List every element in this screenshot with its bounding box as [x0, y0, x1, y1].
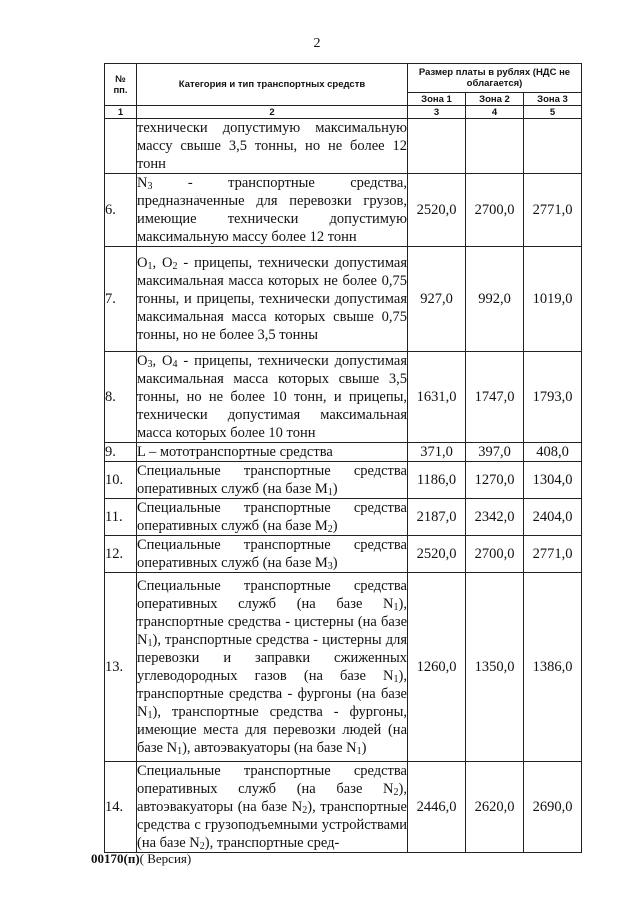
column-numbers-row [105, 106, 582, 119]
fee-zone-1: 927,0 [408, 247, 466, 352]
fee-zone-3: 1019,0 [524, 247, 582, 352]
fee-zone-2: 2700,0 [466, 174, 524, 247]
fee-zone-2: 992,0 [466, 247, 524, 352]
vehicle-category: $N_3$ - транспортные средства, предназначенные для перевозки грузов, имеющие технически допустимую максимальную массу более 12 тонн [137, 175, 407, 245]
vehicle-category: Специальные транспортные средства оперативных служб (на базе $M_2$) [137, 500, 407, 535]
row-number: 14. [105, 762, 137, 853]
table-row [105, 174, 582, 247]
header-fee: Размер платы в рублях (НДС не облагается) [408, 64, 582, 93]
vehicle-category: $O_3$, $O_4$ - прицепы, технически допустимая максимальная масса которых свыше 3,5 тонны, но не более 10 тонн, и прицепы, технически допустимая максимальная масса которых более 10 тонн [137, 353, 407, 441]
fee-zone-2: 1270,0 [466, 462, 524, 499]
fee-zone-2: 1747,0 [466, 352, 524, 443]
vehicle-category: L – мототранспортные средства [137, 443, 408, 462]
fee-zone-2: 2620,0 [466, 762, 524, 853]
table-row [105, 119, 582, 174]
vehicle-category: Специальные транспортные средства оперативных служб (на базе $M_3$) [137, 537, 407, 572]
table-row [105, 536, 582, 573]
fee-zone-3: 2404,0 [524, 499, 582, 536]
fee-zone-3: 2771,0 [524, 174, 582, 247]
table-row [105, 762, 582, 853]
col-number: 3 [408, 106, 466, 119]
col-number: 4 [466, 106, 524, 119]
fee-zone-2 [466, 119, 524, 174]
fee-zone-2: 1350,0 [466, 573, 524, 762]
fee-zone-1: 2446,0 [408, 762, 466, 853]
table-row [105, 352, 582, 443]
document-version: ( Версия) [139, 851, 192, 866]
vehicle-category: Специальные транспортные средства оперативных служб (на базе $N_1$), транспортные средства - цистерны (на базе $N_1$), транспортные средства - цистерны для перевозки и заправки сжиженных углеводородных газов (на базе $N_1$), транспортные средства - фургоны (на базе $N_1$), транспортные средства - фургоны, имеющие места для перевозки людей (на базе $N_1$), автоэвакуаторы (на базе $N_1$) [137, 573, 408, 762]
fee-table [104, 63, 582, 853]
document-footer [91, 851, 191, 867]
fee-zone-1: 371,0 [408, 443, 466, 462]
document-code: 00170(п) [91, 851, 140, 866]
col-number: 5 [524, 106, 582, 119]
fee-zone-3 [524, 119, 582, 174]
col-number: 1 [105, 106, 137, 119]
page-number: 2 [313, 36, 321, 51]
fee-zone-1: 2520,0 [408, 536, 466, 573]
fee-zone-1: 2187,0 [408, 499, 466, 536]
fee-zone-3: 1793,0 [524, 352, 582, 443]
table-row [105, 247, 582, 352]
row-number: 13. [105, 573, 137, 762]
row-number: 10. [105, 462, 137, 499]
row-number [105, 119, 137, 174]
fee-zone-2: 397,0 [466, 443, 524, 462]
fee-zone-3: 2690,0 [524, 762, 582, 853]
header-zone-1: Зона 1 [408, 93, 466, 106]
table-row [105, 443, 582, 462]
vehicle-category: Специальные транспортные средства оперативных служб (на базе $N_2$), автоэвакуаторы (на базе $N_2$), транспортные средства с грузоподъемными устройствами (на базе $N_2$), транспортные сред- [137, 763, 407, 852]
fee-zone-3: 408,0 [524, 443, 582, 462]
row-number: 9. [105, 443, 137, 462]
row-number: 6. [105, 174, 137, 247]
table-row [105, 499, 582, 536]
row-number: 12. [105, 536, 137, 573]
fee-zone-1 [408, 119, 466, 174]
table-row [105, 573, 582, 762]
header-zone-2: Зона 2 [466, 93, 524, 106]
row-number: 8. [105, 352, 137, 443]
fee-zone-3: 1386,0 [524, 573, 582, 762]
fee-zone-1: 1631,0 [408, 352, 466, 443]
fee-zone-1: 1260,0 [408, 573, 466, 762]
row-number: 7. [105, 247, 137, 352]
fee-zone-3: 2771,0 [524, 536, 582, 573]
fee-zone-2: 2342,0 [466, 499, 524, 536]
vehicle-category: Специальные транспортные средства оперативных служб (на базе $M_1$) [137, 463, 407, 498]
table-row [105, 462, 582, 499]
fee-zone-2: 2700,0 [466, 536, 524, 573]
header-category: Категория и тип транспортных средств [137, 64, 408, 106]
fee-zone-1: 2520,0 [408, 174, 466, 247]
fee-zone-3: 1304,0 [524, 462, 582, 499]
header-num: № пп. [105, 64, 137, 106]
vehicle-category: $O_1$, $O_2$ - прицепы, технически допустимая максимальная масса которых не более 0,75 тонны, и прицепы, технически допустимая максимальная масса которых свыше 0,75 тонны, но не более 3,5 тонны [137, 247, 408, 352]
fee-zone-1: 1186,0 [408, 462, 466, 499]
header-zone-3: Зона 3 [524, 93, 582, 106]
row-number: 11. [105, 499, 137, 536]
col-number: 2 [137, 106, 408, 119]
vehicle-category: технически допустимую максимальную массу свыше 3,5 тонны, но не более 12 тонн [137, 120, 407, 172]
